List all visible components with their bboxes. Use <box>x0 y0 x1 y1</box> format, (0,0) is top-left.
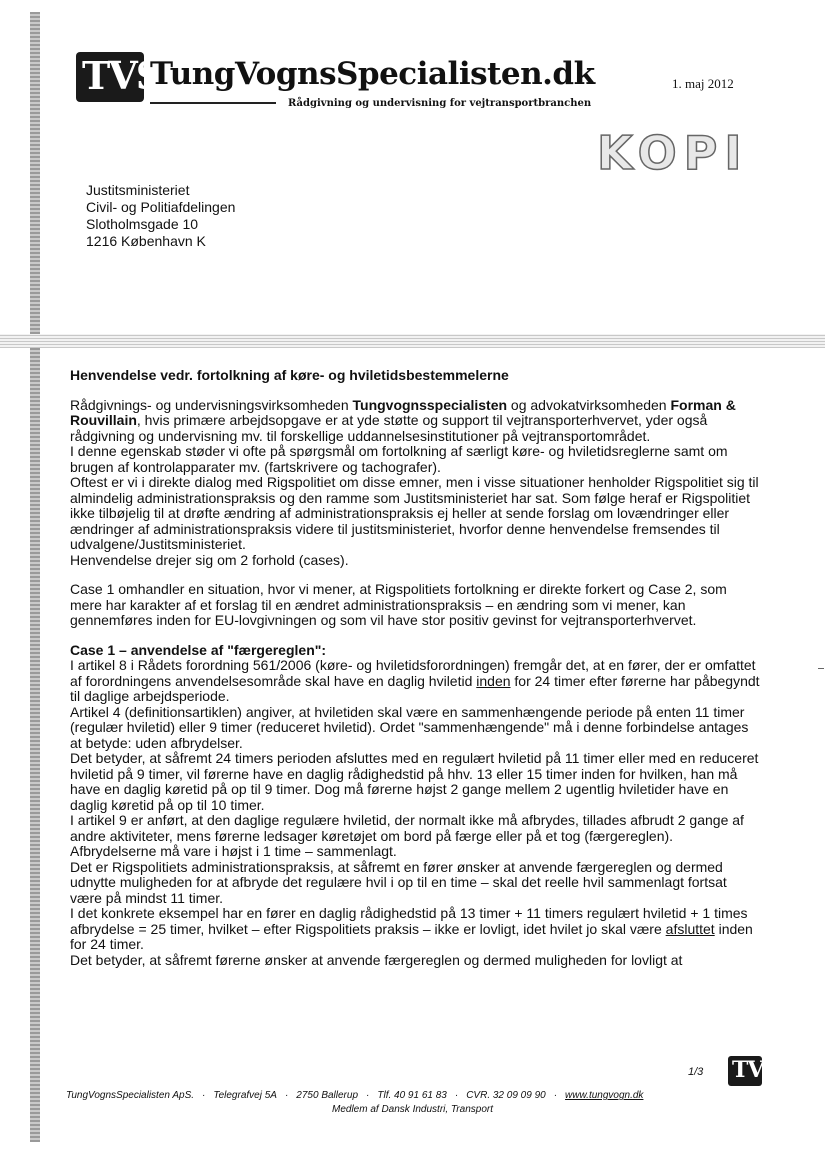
footer-street: Telegrafvej 5A <box>213 1090 277 1101</box>
text-run: I det konkrete eksempel har en fører en daglig rådighedstid på 13 timer + 11 timers regulært hviletid + 1 times afbrydelse = 25 timer, hvilket – efter Rigspolitiets praksis – ikke er lovligt, idet hvilet jo skal være <box>70 905 748 937</box>
recipient-line: 1216 København K <box>86 233 206 249</box>
scan-edge-shade <box>30 12 40 1142</box>
footer-logo <box>728 1056 779 1086</box>
footer-cvr: CVR. 32 09 09 90 <box>466 1090 546 1101</box>
fold-mark <box>818 668 824 669</box>
letter-date: 1. maj 2012 <box>672 76 734 91</box>
paragraph: I artikel 9 er anført, at den daglige regulære hviletid, der normalt ikke må afbrydes, tillades afbrudt 2 gange af andre aktiviteter, mens førerne ledsager køretøjet om bord på færge eller på et tog (færgereglen). Afbrydelserne må vare i højst i 1 time – sammenlagt. <box>70 812 744 859</box>
recipient-address <box>86 182 235 250</box>
page-number: 1/3 <box>688 1066 704 1078</box>
case-1-heading: Case 1 – anvendelse af "færgereglen": <box>70 641 327 658</box>
paragraph: Det betyder, at såfremt førerne ønsker at anvende færgereglen og dermed muligheden for lovligt at <box>70 951 683 968</box>
paragraph: Case 1 omhandler en situation, hvor vi mener, at Rigspolitiets fortolkning er direkte forkert og Case 2, som mere har karakter af et forslag til en ændret administrationspraksis – en ændring som vi mener, kan gennemføres inden for EU-lovgivningen og som vil have stor positiv gevinst for vejtransporterhvervet. <box>70 581 727 628</box>
text-run: I artikel 8 i Rådets forordning 561/2006 (køre- og hviletidsforordningen) fremgår det, at en fører, der er omfattet af forordningens anvendelsesområde skal have en daglig hviletid <box>70 657 756 689</box>
copy-stamp: KOPI <box>597 126 749 180</box>
logo-text: TVS <box>82 53 162 98</box>
emphasis: inden <box>476 672 511 689</box>
law-firm-name: Forman & Rouvillain <box>70 396 736 428</box>
emphasis: afsluttet <box>665 920 715 937</box>
footer-city: 2750 Ballerup <box>296 1090 359 1101</box>
brand-name: TungVognsSpecialisten.dk <box>150 56 595 92</box>
footer-contact: TungVognsSpecialisten ApS. · Telegrafvej 5A · 2750 Ballerup · Tlf. 40 91 61 83 · CVR. 32 09 09 90 · www.tungvogn.dk <box>66 1090 644 1101</box>
recipient-line: Slotholmsgade 10 <box>86 216 199 232</box>
text-run: , hvis primære arbejdsopgave er at yde støtte og support til vejtransporterhvervet, yder også rådgivning og undervisning mv. til forskellige uddannelsesinstitutioner på vejtransportområdet. <box>70 412 708 444</box>
paragraph: Det er Rigspolitiets administrationspraksis, at såfremt en fører ønsker at anvende færgereglen og dermed udnytte muligheden for at afbryde det regulære hvil i op til en time – skal det reelle hvil sammenlagt fortsat være på mindst 11 timer. <box>70 858 727 906</box>
footer-phone: Tlf. 40 91 61 83 <box>377 1090 447 1101</box>
scan-fold-band <box>0 334 825 348</box>
footer-membership: Medlem af Dansk Industri, Transport <box>332 1104 493 1115</box>
text-run: Rådgivnings- og undervisningsvirksomheden <box>70 396 353 413</box>
paragraph: Oftest er vi i direkte dialog med Rigspolitiet om disse emner, men i visse situationer henholder Rigspolitiet sig til almindelig administrationspraksis og den ramme som Justitsministeriet har sat. Som følge heraf er Rigspolitiet ikke tilbøjelig til at drøfte ændring af administrationspraksis ej heller at sende forslag om lovændringer eller ændringer af administrationspraksis videre til justitsministeriet, hvorfor denne henvendelse fremsendes til udvalgene/Justitsministeriet. <box>70 474 759 552</box>
brand-rule <box>150 102 276 104</box>
paragraph <box>70 906 760 953</box>
paragraph <box>70 398 760 445</box>
company-name: Tungvognsspecialisten <box>352 396 508 413</box>
paragraph: Artikel 4 (definitionsartiklen) angiver, at hviletiden skal være en sammenhængende periode på enten 11 timer (regulær hviletid) eller 9 timer (reduceret hviletid). Ordet "sammenhængende" må i denne forbindelse antages at betyde: uden afbrydelser. <box>70 703 749 751</box>
company-logo <box>76 52 162 102</box>
paragraph: Det betyder, at såfremt 24 timers perioden afsluttes med en regulært hviletid på 11 timer eller med en reduceret hviletid på 9 timer, vil førerne have en daglig rådighedstid på hhv. 13 eller 15 timer inden for hvilken, han må have en daglig køretid på op til 9 timer. Dog må førerne højst 2 gange mellem 2 ugentlig hviletider have en daglig køretid på op til 10 timer. <box>70 750 759 813</box>
paragraph <box>70 658 760 705</box>
text-run: og advokatvirksomheden <box>507 396 671 413</box>
letter-subject: Henvendelse vedr. fortolkning af køre- og hviletidsbestemmelerne <box>70 367 509 383</box>
footer-company: TungVognsSpecialisten ApS. <box>66 1090 195 1101</box>
brand-tagline: Rådgivning og undervisning for vejtransportbranchen <box>288 98 592 109</box>
logo-text: TVS <box>732 1057 779 1083</box>
text-run: inden for 24 timer. <box>70 920 753 952</box>
recipient-line: Civil- og Politiafdelingen <box>86 199 236 215</box>
letter-body <box>70 368 760 968</box>
paragraph: I denne egenskab støder vi ofte på spørgsmål om fortolkning af særligt køre- og hviletidsreglerne samt om brugen af kontrolapparater mv. (fartskrivere og tachografer). <box>70 443 728 475</box>
recipient-line: Justitsministeriet <box>86 182 190 198</box>
text-run: for 24 timer efter førerne har påbegyndt til daglige arbejdsperiode. <box>70 672 760 704</box>
footer-website-link[interactable]: www.tungvogn.dk <box>565 1090 644 1101</box>
paragraph: Henvendelse drejer sig om 2 forhold (cases). <box>70 551 349 568</box>
